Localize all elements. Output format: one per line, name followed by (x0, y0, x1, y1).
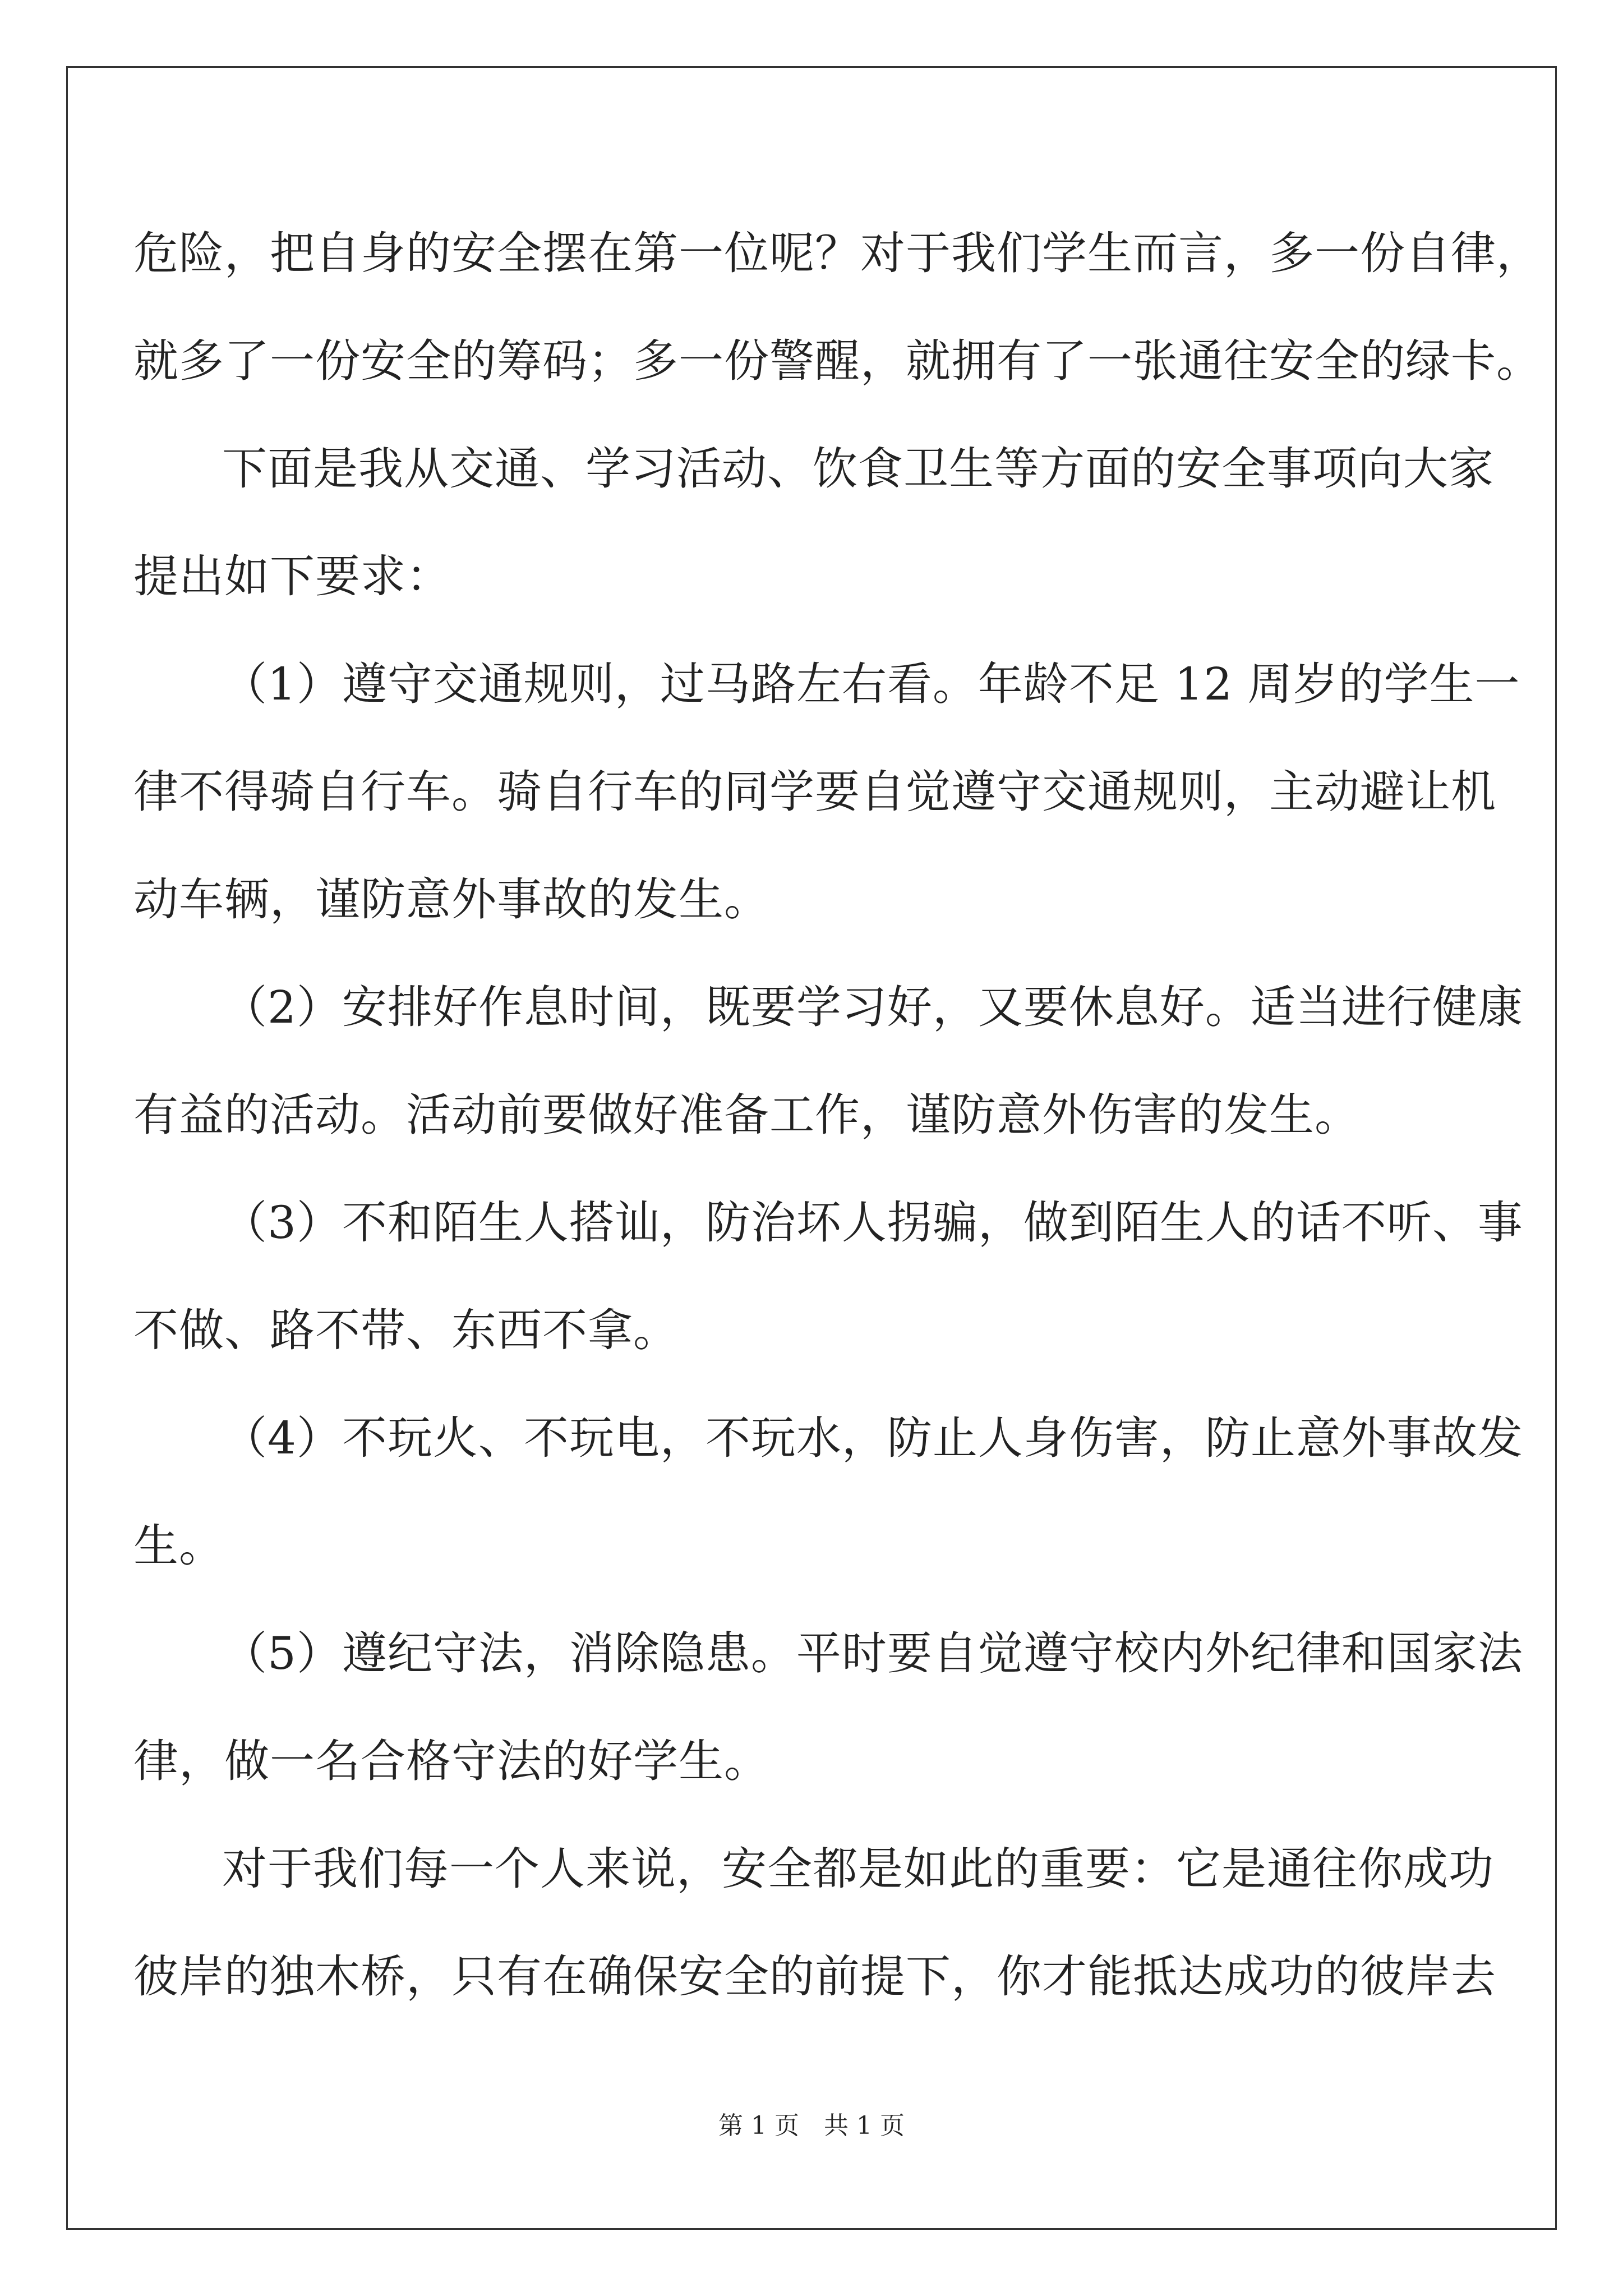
list-item-4-line: （4）不玩火、不玩电，不玩水，防止人身伤害，防止意外事故发 (222, 1412, 1523, 1464)
list-item-3-line: （3）不和陌生人搭讪，防治坏人拐骗，做到陌生人的话不听、事 (222, 1197, 1523, 1249)
text-line: 有益的活动。活动前要做好准备工作，谨防意外伤害的发生。 (133, 1089, 1360, 1141)
text-line: 就多了一份安全的筹码；多一份警醒，就拥有了一张通往安全的绿卡。 (133, 335, 1542, 387)
paragraph-start-line: 下面是我从交通、学习活动、饮食卫生等方面的安全事项向大家 (222, 443, 1494, 495)
text-line: 不做、路不带、东西不拿。 (133, 1304, 679, 1356)
text-line: 彼岸的独木桥，只有在确保安全的前提下，你才能抵达成功的彼岸去 (133, 1950, 1496, 2003)
list-item-5-line: （5）遵纪守法，消除隐患。平时要自觉遵守校内外纪律和国家法 (222, 1627, 1523, 1680)
paragraph-start-line: 对于我们每一个人来说，安全都是如此的重要：它是通往你成功 (222, 1843, 1494, 1895)
text-line: 提出如下要求： (133, 550, 451, 602)
list-item-2-line: （2）安排好作息时间，既要学习好，又要休息好。适当进行健康 (222, 981, 1523, 1033)
text-line: 动车辆，谨防意外事故的发生。 (133, 873, 769, 926)
text-line: 律，做一名合格守法的好学生。 (133, 1735, 769, 1787)
text-line: 生。 (133, 1520, 224, 1572)
list-item-1-line: （1）遵守交通规则，过马路左右看。年龄不足 12 周岁的学生一 (222, 658, 1520, 710)
text-line: 律不得骑自行车。骑自行车的同学要自觉遵守交通规则，主动避让机 (133, 766, 1496, 818)
page-number-footer: 第 1 页 共 1 页 (718, 2111, 905, 2140)
text-line: 危险，把自身的安全摆在第一位呢？对于我们学生而言，多一份自律， (133, 227, 1542, 279)
